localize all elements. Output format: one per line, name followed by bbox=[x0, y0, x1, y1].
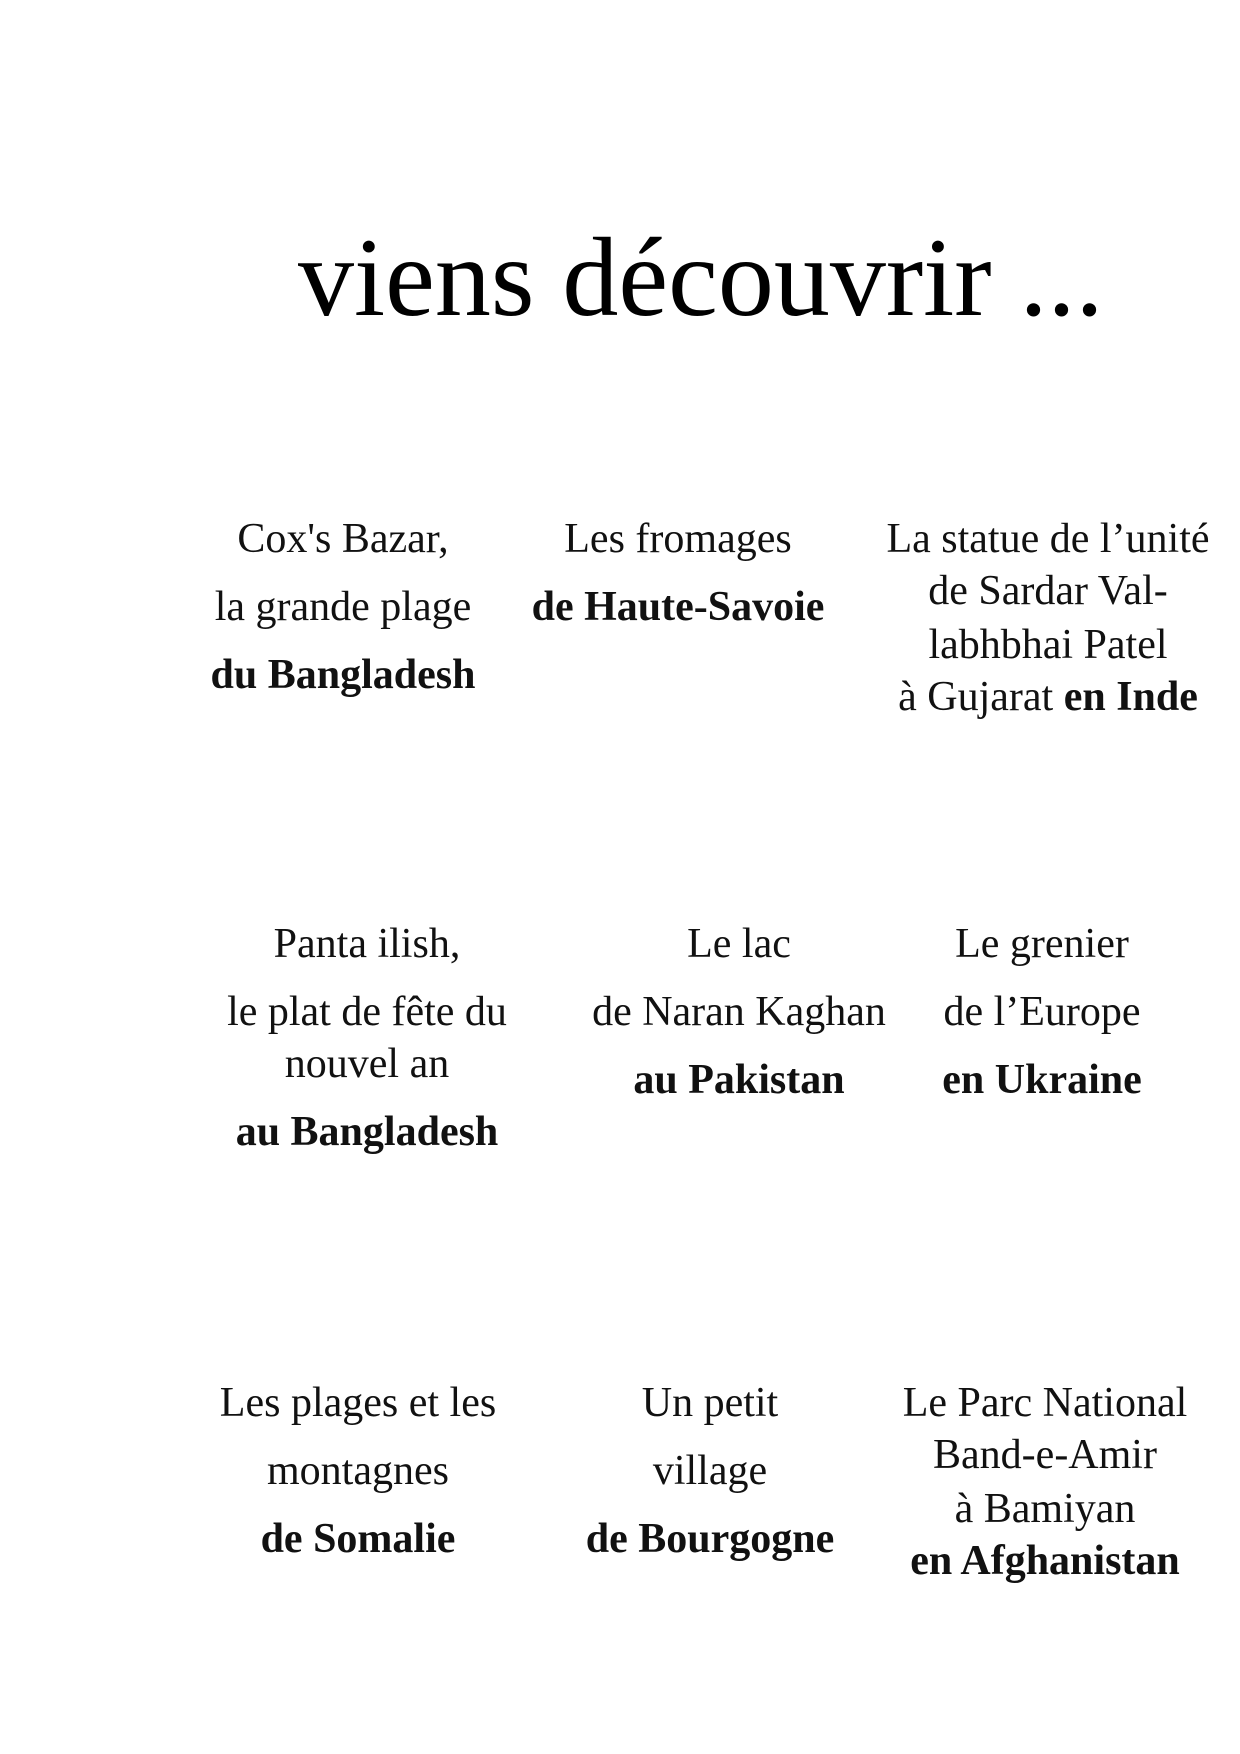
card-line: nouvel an bbox=[284, 1041, 450, 1087]
card-line: Band-e-Amir bbox=[933, 1432, 1157, 1478]
card-line: Les plages et les bbox=[219, 1380, 497, 1426]
card-country: de Somalie bbox=[260, 1516, 456, 1562]
card-panta-ilish bbox=[197, 915, 537, 1155]
card-coxs-bazar bbox=[178, 510, 508, 710]
card-country: en Afghanistan bbox=[910, 1538, 1180, 1584]
card-plages-somalie bbox=[193, 1374, 523, 1574]
card-region: de Haute-Savoie bbox=[531, 584, 825, 630]
card-line: Le Parc National bbox=[902, 1380, 1188, 1426]
card-line: de l’Europe bbox=[943, 989, 1141, 1035]
card-line: La statue de l’unité bbox=[886, 516, 1210, 562]
card-line: Le grenier bbox=[955, 921, 1129, 967]
card-line: Les fromages bbox=[564, 516, 792, 562]
card-line: la grande plage bbox=[214, 584, 472, 630]
card-country: en Inde bbox=[1063, 674, 1198, 720]
card-country: au Pakistan bbox=[633, 1057, 845, 1103]
page-title: viens découvrir ... bbox=[298, 216, 1104, 340]
card-line-part: à Gujarat bbox=[898, 674, 1054, 720]
card-line: Panta ilish, bbox=[273, 921, 461, 967]
card-grenier-europe bbox=[892, 915, 1192, 1115]
card-country: en Ukraine bbox=[942, 1057, 1142, 1103]
card-line: Le lac bbox=[687, 921, 791, 967]
card-village-bourgogne bbox=[545, 1374, 875, 1574]
card-line: labhbhai Patel bbox=[928, 622, 1168, 668]
card-line: à Bamiyan bbox=[954, 1486, 1136, 1532]
card-line: Cox's Bazar, bbox=[237, 516, 449, 562]
card-country: du Bangladesh bbox=[210, 652, 476, 698]
card-line bbox=[880, 676, 1216, 718]
card-line: Un petit bbox=[641, 1380, 779, 1426]
card-line: de Naran Kaghan bbox=[592, 989, 886, 1035]
card-statue-unite bbox=[880, 510, 1216, 730]
card-line: de Sardar Val- bbox=[928, 568, 1168, 614]
card-fromages-haute-savoie bbox=[513, 510, 843, 710]
card-country: au Bangladesh bbox=[235, 1109, 499, 1155]
card-line: le plat de fête du bbox=[227, 989, 507, 1035]
card-lac-naran-kaghan bbox=[574, 915, 904, 1115]
card-band-e-amir bbox=[877, 1374, 1213, 1594]
card-line: montagnes bbox=[267, 1448, 449, 1494]
card-line: village bbox=[652, 1448, 768, 1494]
card-region: de Bourgogne bbox=[585, 1516, 835, 1562]
